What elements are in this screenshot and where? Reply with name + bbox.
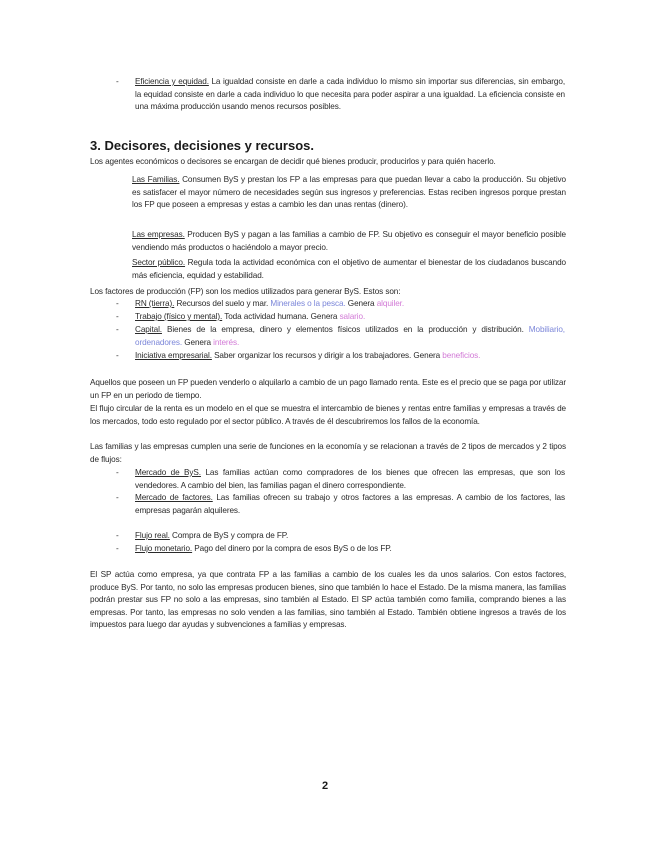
term: Flujo real. — [135, 531, 170, 540]
funciones-paragraph: Las familias y las empresas cumplen una serie de funciones en la economía y se relacionan a través de 2 tipos de mercados y 2 tipos de flujos: — [90, 442, 566, 464]
definition: Pago del dinero por la compra de esos ByS o de los FP. — [192, 544, 392, 553]
term: Eficiencia y equidad. — [135, 77, 209, 86]
flujo-real — [135, 530, 565, 543]
term: Iniciativa empresarial. — [135, 351, 212, 360]
bullet: - — [116, 325, 119, 334]
section-title: 3. Decisores, decisiones y recursos. — [90, 138, 315, 153]
bullet: - — [116, 351, 119, 360]
factor-trabajo — [135, 311, 565, 324]
definition: Toda actividad humana. Genera — [222, 312, 338, 321]
bullet: - — [116, 531, 119, 540]
mercado-bys — [135, 467, 565, 492]
definition: Consumen ByS y prestan los FP a las empresas para que puedan llevar a cabo la producción. Su objetivo es satisfacer el mayor número de necesidades según sus ingresos y preferencias. Estas reciben ingresos porque prestan los FP que poseen a empresas y estas a cambio les dan unas rentas (dinero). — [132, 175, 566, 210]
income-text: alquiler. — [374, 299, 405, 308]
term: Sector público. — [132, 258, 186, 267]
definition: Recursos del suelo y mar. — [174, 299, 269, 308]
factor-rn — [135, 298, 565, 311]
term: Mercado de factores. — [135, 493, 213, 502]
definition: Genera — [345, 299, 375, 308]
definition: Producen ByS y pagan a las familias a cambio de FP. Su objetivo es conseguir el mayor beneficio posible vendiendo más productos o haciéndolo a mayor precio. — [132, 230, 566, 252]
term: Las empresas. — [132, 230, 185, 239]
bullet: - — [116, 468, 119, 477]
agent-empresas — [132, 229, 566, 254]
term: Las Familias. — [132, 175, 180, 184]
term: Trabajo (físico y mental). — [135, 312, 223, 321]
definition: Las familias ofrecen su trabajo y otros factores a las empresas. A cambio de los factores, las empresas pagarán alquileres. — [135, 493, 565, 515]
income-text: beneficios. — [440, 351, 481, 360]
income-text: interés. — [210, 337, 240, 347]
definition: Saber organizar los recursos y dirigir a los trabajadores. Genera — [211, 351, 441, 360]
flujo-monetario — [135, 543, 565, 556]
factor-iniciativa — [135, 350, 565, 363]
sp-paragraph: El SP actúa como empresa, ya que contrata FP a las familias a cambio de los cuales les da unos salarios. Con estos factores, produce ByS. Por tanto, no solo las empresas producen bienes, sino que también lo hace el Estado. De la misma manera, las familias podrán prestar sus FP no solo a las empresas, sino también al Estado. El SP actúa también como familia, comprando bienes a las empresas. Por tanto, las empresas no solo venden a las familias, sino también al Estado. También obtiene ingresos a través de los impuestos para luego dar ayudas y subvenciones a familias y empresas. — [90, 570, 566, 630]
example-text: Minerales o la pesca. — [268, 299, 346, 308]
page-number: 2 — [322, 780, 329, 792]
bullet: - — [116, 312, 119, 321]
term: Capital. — [135, 325, 162, 334]
definition: Regula toda la actividad económica con el objetivo de aumentar el bienestar de los ciudadanos buscando más eficiencia, equidad y estabilidad. — [132, 258, 566, 280]
term: RN (tierra). — [135, 299, 175, 308]
term: Flujo monetario. — [135, 544, 193, 553]
term: Mercado de ByS. — [135, 468, 201, 477]
definition: Compra de ByS y compra de FP. — [169, 531, 289, 540]
definition: Genera — [182, 337, 211, 347]
definition: Las familias actúan como compradores de los bienes que ofrecen las empresas, que son los vendedores. A cambio del bien, las familias pagan el dinero correspondiente. — [135, 468, 565, 490]
definition: La igualdad consiste en darle a cada individuo lo mismo sin importar sus diferencias, sin embargo, la equidad consiste en darle a cada individuo lo que necesita para poder aspirar a una igualdad. La eficiencia consiste en una máxima producción usando menos recursos posibles. — [135, 77, 565, 112]
factors-intro: Los factores de producción (FP) son los medios utilizados para generar ByS. Estos son: — [90, 287, 401, 296]
example-text: Mobiliario, ordenadores. — [135, 325, 565, 347]
agent-familias — [132, 174, 566, 212]
income-text: salario. — [337, 312, 366, 321]
definition: Bienes de la empresa, dinero y elementos físicos utilizados en la producción y distribución. — [161, 325, 524, 334]
section-intro: Los agentes económicos o decisores se encargan de decidir qué bienes producir, producirlos y para quién hacerlo. — [90, 157, 496, 166]
bullet: - — [116, 544, 119, 553]
bullet: - — [116, 493, 119, 502]
agent-sector-publico — [132, 257, 566, 282]
factor-capital — [135, 324, 565, 349]
renta-paragraph: Aquellos que poseen un FP pueden venderlo o alquilarlo a cambio de un pago llamado renta. Este es el precio que se paga por utilizar un FP en un periodo de tiempo. — [90, 378, 566, 400]
bullet: - — [116, 77, 119, 86]
bullet: - — [116, 299, 119, 308]
mercado-factores — [135, 492, 565, 517]
flujo-paragraph: El flujo circular de la renta es un modelo en el que se muestra el intercambio de bienes y rentas entre familias y empresas a través de los mercados, todo esto regulado por el sector público. A través de él descubriremos los fallos de la economía. — [90, 404, 566, 426]
equity-efficiency-item — [135, 76, 565, 114]
